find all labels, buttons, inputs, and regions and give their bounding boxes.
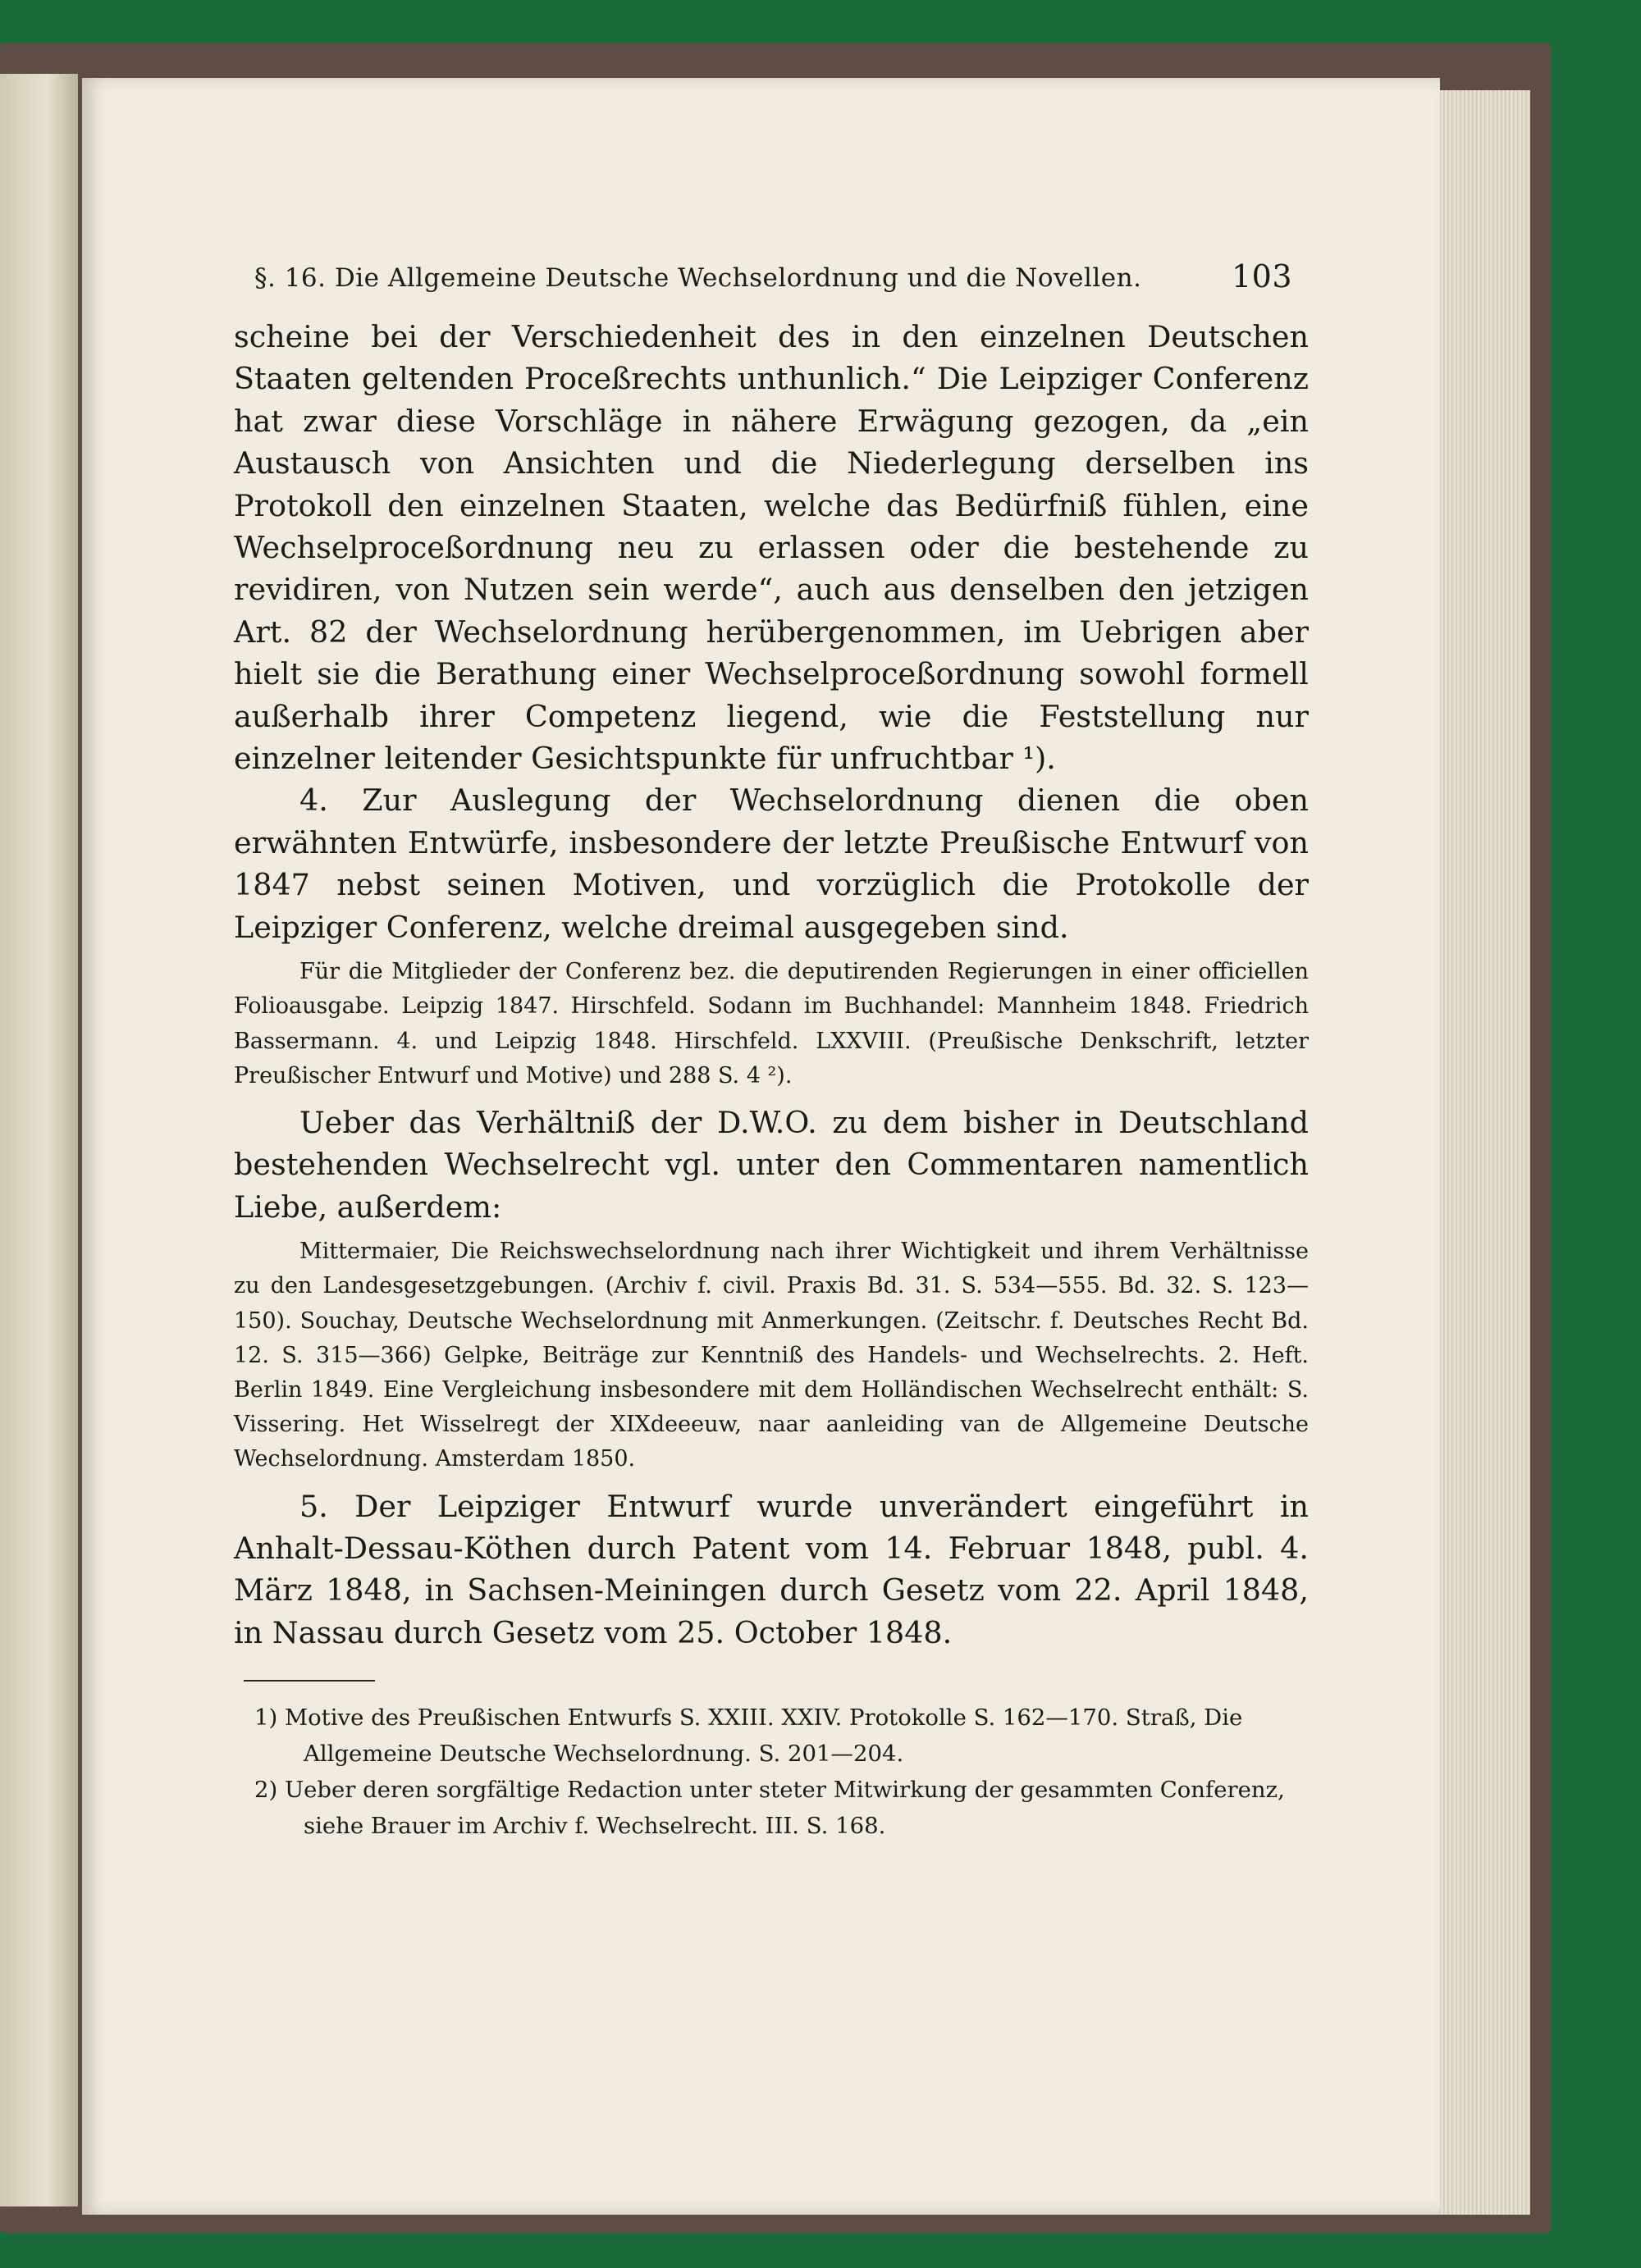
footnote-divider [244,1680,375,1682]
paragraph-relation-dwo: Ueber das Verhältniß der D.W.O. zu dem bisher in Deutschland bestehenden Wechselrecht vgl. unter den Commentaren namentlich Liebe, außerdem: [234,1104,1309,1225]
paragraph-continuation: scheine bei der Verschiedenheit des in den einzelnen Deutschen Staaten geltenden Proceßrechts unthunlich.“ Die Leipziger Conferenz hat zwar diese Vorschläge in nähere Erwägung gezogen, da „ein Austausch von Ansichten und die Niederlegung derselben ins Protokoll den einzelnen Staaten, welche das Bedürfniß fühlen, eine Wechselproceßordnung neu zu erlassen oder die bestehende zu revidiren, von Nutzen sein werde“, auch aus denselben den jetzigen Art. 82 der Wechselordnung herübergenommen, im Uebrigen aber hielt sie die Berathung einer Wechselproceßordnung sowohl formell außerhalb ihrer Competenz liegend, wie die Feststellung nur einzelner leitender Gesichtspunkte für unfruchtbar ¹). [234,319,1309,777]
footnote-1: 1) Motive des Preußischen Entwurfs S. XXIII. XXIV. Protokolle S. 162—170. Straß, Die Allgemeine Deutsche Wechselordnung. S. 201—204. [254,1704,1243,1768]
running-head [234,250,1309,316]
facing-page-edge [0,74,78,2206]
note-literature: Mittermaier, Die Reichswechselordnung nach ihrer Wichtigkeit und ihrem Verhältnisse zu den Landesgesetzgebungen. (Archiv f. civil. Praxis Bd. 31. S. 534—555. Bd. 32. S. 123—150). Souchay, Deutsche Wechselordnung mit Anmerkungen. (Zeitschr. f. Deutsches Recht Bd. 12. S. 315—366) Gelpke, Beiträge zur Kenntniß des Handels- und Wechselrechts. 2. Heft. Berlin 1849. Eine Vergleichung insbesondere mit dem Holländischen Wechselrecht enthält: S. Vissering. Het Wisselregt der XIXdeeeuw, naar aanleiding van de Allgemeine Deutsche Wechselordnung. Amsterdam 1850. [234,1239,1309,1472]
running-head-title: §. 16. Die Allgemeine Deutsche Wechselordnung und die Novellen. [254,263,1142,293]
book-page [82,78,1440,2215]
footnote-2: 2) Ueber deren sorgfältige Redaction unter steter Mitwirkung der gesammten Conferenz, siehe Brauer im Archiv f. Wechselrecht. III. S. 168. [254,1777,1285,1840]
paragraph-section-4: 4. Zur Auslegung der Wechselordnung dienen die oben erwähnten Entwürfe, insbesondere der letzte Preußische Entwurf von 1847 nebst seinen Motiven, und vorzüglich die Protokolle der Leipziger Conferenz, welche dreimal ausgegeben sind. [234,783,1309,945]
note-protocol-editions: Für die Mitglieder der Conferenz bez. die deputirenden Regierungen in einer officiellen Folioausgabe. Leipzig 1847. Hirschfeld. Sodann im Buchhandel: Mannheim 1848. Friedrich Bassermann. 4. und Leipzig 1848. Hirschfeld. LXXVIII. (Preußische Denkschrift, letzter Preußischer Entwurf und Motive) und 288 S. 4 ²). [234,959,1309,1088]
paragraph-section-5: 5. Der Leipziger Entwurf wurde unverändert eingeführt in Anhalt-Dessau-Köthen durch Patent vom 14. Februar 1848, publ. 4. März 1848, in Sachsen-Meiningen durch Gesetz vom 22. April 1848, in Nassau durch Gesetz vom 25. October 1848. [234,1488,1309,1650]
page-stack-edges [1432,90,1530,2215]
page-number: 103 [1231,258,1292,294]
page-content [234,250,1309,1844]
